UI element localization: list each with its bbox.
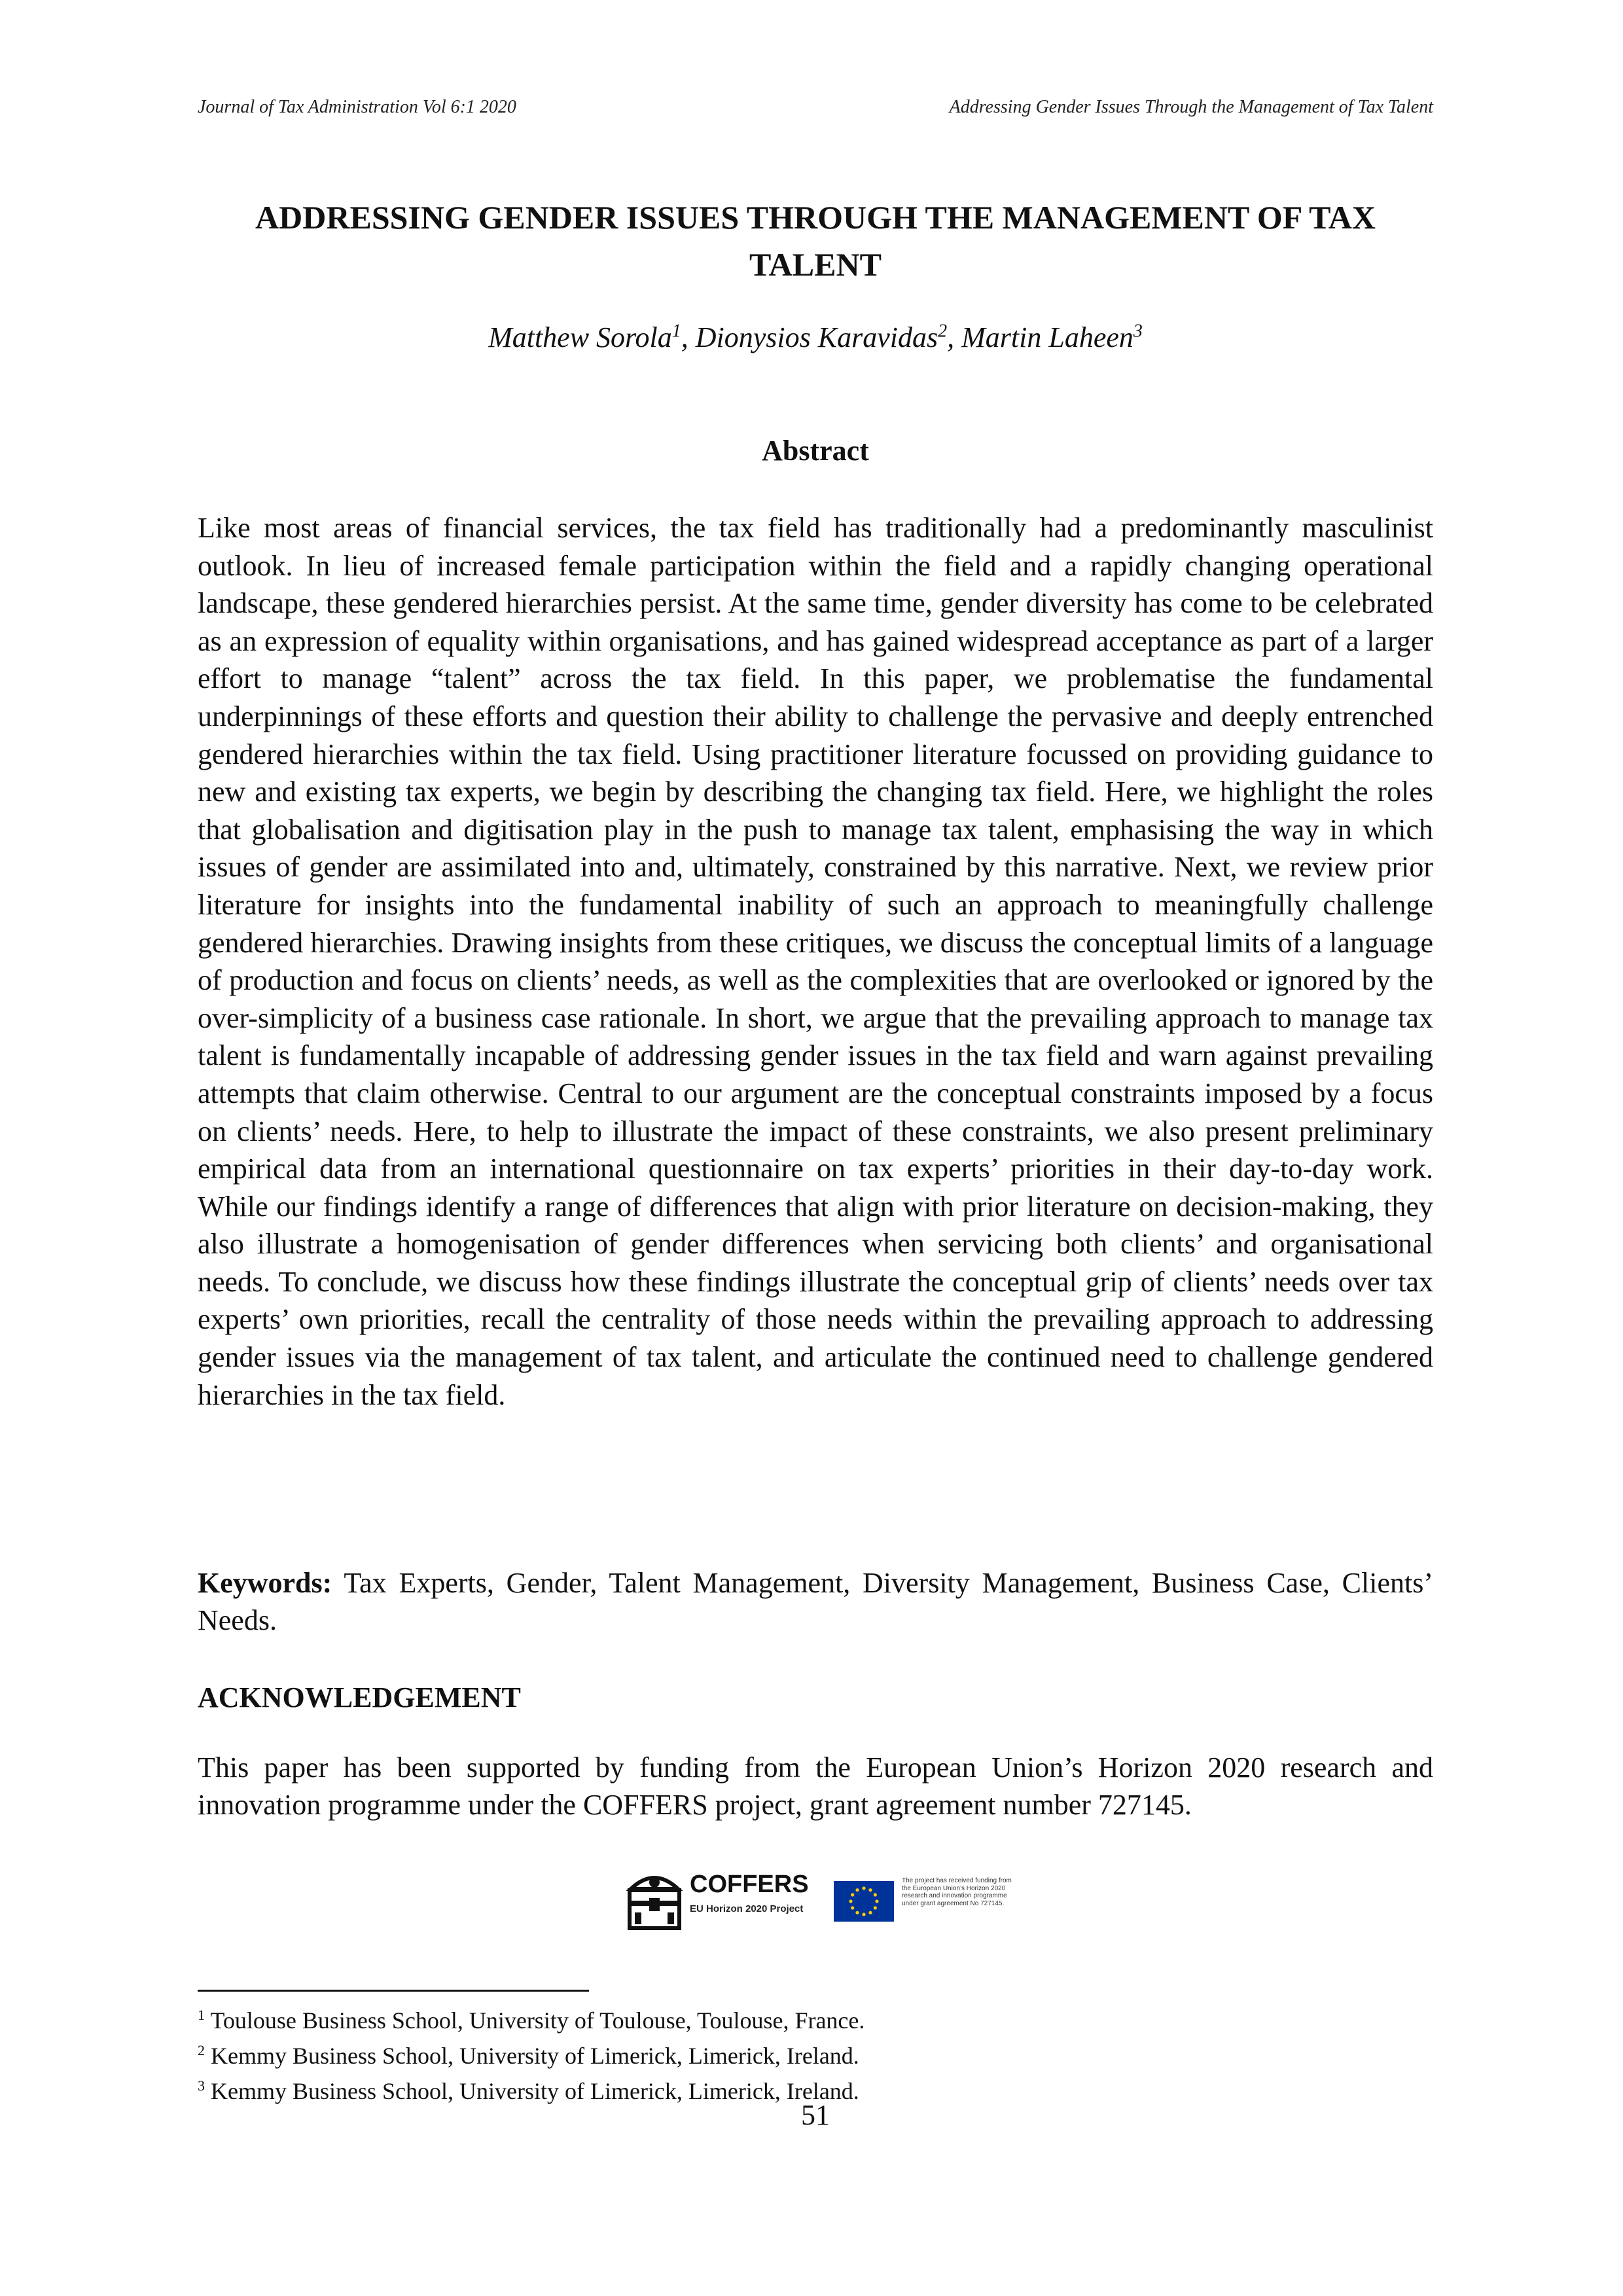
coffers-logo [623, 1864, 813, 1936]
eu-star [851, 1906, 854, 1909]
footnote-text: Kemmy Business School, University of Limerick, Limerick, Ireland. [205, 2078, 859, 2104]
abstract-heading: Abstract [762, 435, 869, 467]
footnote-separator [198, 1990, 589, 1992]
abstract-text: Like most areas of financial services, the tax field has traditionally had a predominantly masculinist outlook. In lieu of increased female participation within the field and a rapidly changing operational landscape, these gendered hierarchies persist. At the same time, gender diversity has come to be celebrated as an expression of equality within organisations, and has gained widespread acceptance as part of a larger effort to manage “talent” across the tax field. In this paper, we problematise the fundamental underpinnings of these efforts and question their ability to challenge the pervasive and deeply entrenched gendered hierarchies within the tax field. Using practitioner literature focussed on providing guidance to new and existing tax experts, we begin by describing the changing tax field. Here, we highlight the roles that globalisation and digitisation play in the push to manage tax talent, emphasising the way in which issues of gender are assimilated into and, ultimately, constrained by this narrative. Next, we review prior literature for insights into the fundamental inability of such an approach to meaningfully challenge gendered hierarchies. Drawing insights from these critiques, we discuss the conceptual limits of a language of production and focus on clients’ needs, as well as the complexities that are overlooked or ignored by the over-simplicity of a business case rationale. In short, we argue that the prevailing approach to manage tax talent is fundamentally incapable of addressing gender issues in the tax field and warn against prevailing attempts that claim otherwise. Central to our argument are the conceptual constraints imposed by a focus on clients’ needs. Here, to help to illustrate the impact of these constraints, we also present preliminary empirical data from an international questionnaire on tax experts’ priorities in their day-to-day work. While our findings identify a range of differences that align with prior literature on decision-making, they also illustrate a homogenisation of gender differences when servicing both clients’ and organisational needs. To conclude, we discuss how these findings illustrate the conceptual grip of clients’ needs over tax experts’ own priorities, recall the centrality of those needs within the prevailing approach to addressing gender issues via the management of tax talent, and articulate the continued need to challenge gendered hierarchies in the tax field. [198, 512, 1433, 1411]
author-separator: , [947, 321, 962, 353]
acknowledgement-heading: ACKNOWLEDGEMENT [198, 1681, 521, 1713]
eu-star [868, 1888, 872, 1892]
author-name: Martin Laheen [961, 321, 1133, 353]
author-separator: , [681, 321, 696, 353]
paper-title: ADDRESSING GENDER ISSUES THROUGH THE MANAGEMENT OF TAX TALENT [255, 199, 1376, 283]
treasure-chest-icon [623, 1864, 686, 1936]
footnote-item [198, 2000, 1433, 2036]
journal-name: Journal of Tax Administration Vol 6:1 2020 [198, 97, 516, 117]
keywords-list: Tax Experts, Gender, Talent Management, Diversity Management, Business Case, Clients’ Needs. [198, 1567, 1433, 1636]
eu-flag-icon [834, 1881, 894, 1922]
footnote-text: Kemmy Business School, University of Limerick, Limerick, Ireland. [205, 2043, 859, 2069]
coffers-wordmark: COFFERS [690, 1871, 809, 1898]
eu-star [849, 1899, 852, 1903]
eu-star [874, 1893, 877, 1896]
author-affiliation-mark: 3 [1133, 321, 1143, 342]
eu-star [862, 1912, 865, 1916]
funding-logos [623, 1864, 1016, 1936]
footnote-mark: 2 [198, 2042, 205, 2058]
author-affiliation-mark: 1 [671, 321, 681, 342]
footnote-text: Toulouse Business School, University of Toulouse, Toulouse, France. [205, 2007, 865, 2034]
footnote-mark: 3 [198, 2077, 205, 2094]
coffers-subtitle: EU Horizon 2020 Project [690, 1903, 804, 1914]
eu-star [875, 1899, 878, 1903]
eu-star [874, 1906, 877, 1909]
acknowledgement-text: This paper has been supported by funding from the European Union’s Horizon 2020 research and innovation programme under the COFFERS project, grant agreement number 727145. [198, 1751, 1433, 1821]
footnotes [198, 2000, 1433, 2106]
eu-star [855, 1888, 859, 1892]
eu-funding-statement: The project has received funding from the European Union’s Horizon 2020 research and innovation programme under grant agreement No 727145. [902, 1877, 1012, 1907]
footnote-mark: 1 [198, 2007, 205, 2023]
footnote-item [198, 2036, 1433, 2071]
eu-star [862, 1886, 865, 1890]
author-list [198, 321, 1433, 354]
keywords-label: Keywords: [198, 1567, 332, 1599]
keywords-paragraph [198, 1564, 1433, 1639]
author-name: Dionysios Karavidas [695, 321, 938, 353]
eu-star [868, 1911, 872, 1914]
eu-star [851, 1893, 854, 1896]
eu-star [855, 1911, 859, 1914]
author-affiliation-mark: 2 [938, 321, 948, 342]
page-number: 51 [801, 2099, 830, 2131]
author-name: Matthew Sorola [488, 321, 672, 353]
eu-funding-logo [834, 1877, 1024, 1936]
running-title: Addressing Gender Issues Through the Management of Tax Talent [949, 97, 1433, 117]
